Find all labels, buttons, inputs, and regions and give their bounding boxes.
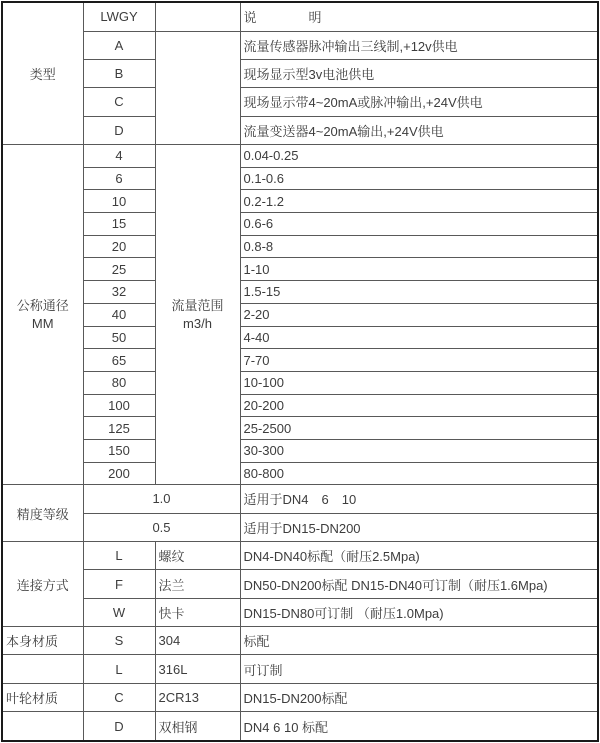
connection-code-cell: F	[83, 570, 155, 598]
table-row	[2, 235, 598, 258]
flow-range-cell: 0.1-0.6	[240, 167, 598, 190]
diameter-label-line2: MM	[31, 315, 54, 331]
flow-range-cell: 0.04-0.25	[240, 145, 598, 168]
table-row	[2, 598, 598, 626]
flow-range-cell: 0.6-6	[240, 213, 598, 236]
connection-name-cell: 螺纹	[155, 542, 240, 570]
material-description-cell: DN4 6 10 标配	[240, 712, 598, 741]
table-row	[2, 485, 598, 513]
dn-value-cell: 125	[83, 417, 155, 440]
dn-value-cell: 40	[83, 303, 155, 326]
table-row	[2, 371, 598, 394]
material-code-cell: C	[83, 683, 155, 711]
material-name-cell: 双相钢	[155, 712, 240, 741]
flow-range-cell: 20-200	[240, 394, 598, 417]
table-row	[2, 59, 598, 87]
dn-value-cell: 20	[83, 235, 155, 258]
material-code-cell: S	[83, 627, 155, 655]
connection-section-label: 连接方式	[2, 542, 83, 627]
material-code-cell: D	[83, 712, 155, 741]
type-code-cell: D	[83, 116, 155, 144]
connection-description-cell: DN15-DN80可订制 （耐压1.0Mpa)	[240, 598, 598, 626]
table-row	[2, 281, 598, 304]
type-code-cell: C	[83, 88, 155, 116]
dn-value-cell: 15	[83, 213, 155, 236]
material-description-cell: DN15-DN200标配	[240, 683, 598, 711]
type-description-cell: 流量传感器脉冲输出三线制,+12v供电	[240, 31, 598, 59]
dn-value-cell: 80	[83, 371, 155, 394]
dn-value-cell: 10	[83, 190, 155, 213]
dn-value-cell: 50	[83, 326, 155, 349]
dn-value-cell: 100	[83, 394, 155, 417]
table-row	[2, 542, 598, 570]
table-row	[2, 88, 598, 116]
connection-name-cell: 快卡	[155, 598, 240, 626]
flowmeter-spec-table	[1, 1, 599, 742]
accuracy-description-cell: 适用于DN4 6 10	[240, 485, 598, 513]
material-description-cell: 标配	[240, 627, 598, 655]
table-row	[2, 394, 598, 417]
accuracy-grade-cell: 1.0	[83, 485, 240, 513]
table-row	[2, 513, 598, 541]
table-row	[2, 116, 598, 144]
table-row	[2, 712, 598, 741]
table-row	[2, 145, 598, 168]
connection-name-cell: 法兰	[155, 570, 240, 598]
flow-range-cell: 7-70	[240, 349, 598, 372]
impeller-material-section-label: 叶轮材质	[2, 683, 83, 711]
flow-range-cell: 1.5-15	[240, 281, 598, 304]
description-header-cell: 说 明	[240, 2, 598, 31]
dn-value-cell: 200	[83, 462, 155, 485]
table-row	[2, 31, 598, 59]
model-code-cell: LWGY	[83, 2, 155, 31]
table-row	[2, 190, 598, 213]
dn-value-cell: 150	[83, 439, 155, 462]
diameter-section-label	[2, 145, 83, 485]
flow-range-header-cell	[155, 145, 240, 485]
table-row	[2, 349, 598, 372]
type-description-cell: 现场显示带4~20mA或脉冲输出,+24V供电	[240, 88, 598, 116]
dn-value-cell: 32	[83, 281, 155, 304]
flow-range-cell: 10-100	[240, 371, 598, 394]
connection-description-cell: DN4-DN40标配（耐压2.5Mpa)	[240, 542, 598, 570]
flow-range-cell: 0.2-1.2	[240, 190, 598, 213]
flow-range-cell: 25-2500	[240, 417, 598, 440]
connection-code-cell: L	[83, 542, 155, 570]
flow-header-line1: 流量范围	[171, 298, 224, 314]
table-row	[2, 627, 598, 655]
type-code-cell: A	[83, 31, 155, 59]
type-section-label: 类型	[2, 2, 83, 145]
flow-range-cell: 1-10	[240, 258, 598, 281]
dn-value-cell: 65	[83, 349, 155, 372]
empty-cell	[155, 2, 240, 31]
dn-value-cell: 4	[83, 145, 155, 168]
material-name-cell: 316L	[155, 655, 240, 683]
type-description-cell: 流量变送器4~20mA输出,+24V供电	[240, 116, 598, 144]
table-row	[2, 570, 598, 598]
flow-range-cell: 2-20	[240, 303, 598, 326]
empty-cell	[2, 712, 83, 741]
flow-range-cell: 4-40	[240, 326, 598, 349]
empty-cell	[155, 31, 240, 144]
diameter-label-line1: 公称通径	[16, 298, 69, 314]
dn-value-cell: 6	[83, 167, 155, 190]
table-row	[2, 258, 598, 281]
accuracy-description-cell: 适用于DN15-DN200	[240, 513, 598, 541]
table-row	[2, 655, 598, 683]
dn-value-cell: 25	[83, 258, 155, 281]
table-row	[2, 462, 598, 485]
type-description-cell: 现场显示型3v电池供电	[240, 59, 598, 87]
accuracy-section-label: 精度等级	[2, 485, 83, 542]
type-code-cell: B	[83, 59, 155, 87]
table-row	[2, 439, 598, 462]
material-code-cell: L	[83, 655, 155, 683]
accuracy-grade-cell: 0.5	[83, 513, 240, 541]
table-row	[2, 683, 598, 711]
material-name-cell: 304	[155, 627, 240, 655]
empty-cell	[2, 655, 83, 683]
connection-description-cell: DN50-DN200标配 DN15-DN40可订制（耐压1.6Mpa)	[240, 570, 598, 598]
table-row	[2, 417, 598, 440]
material-name-cell: 2CR13	[155, 683, 240, 711]
table-row	[2, 303, 598, 326]
flow-range-cell: 0.8-8	[240, 235, 598, 258]
material-description-cell: 可订制	[240, 655, 598, 683]
flow-header-line2: m3/h	[183, 315, 212, 331]
connection-code-cell: W	[83, 598, 155, 626]
flow-range-cell: 30-300	[240, 439, 598, 462]
table-row	[2, 213, 598, 236]
flow-range-cell: 80-800	[240, 462, 598, 485]
table-row	[2, 326, 598, 349]
table-row	[2, 2, 598, 31]
table-row	[2, 167, 598, 190]
body-material-section-label: 本身材质	[2, 627, 83, 655]
